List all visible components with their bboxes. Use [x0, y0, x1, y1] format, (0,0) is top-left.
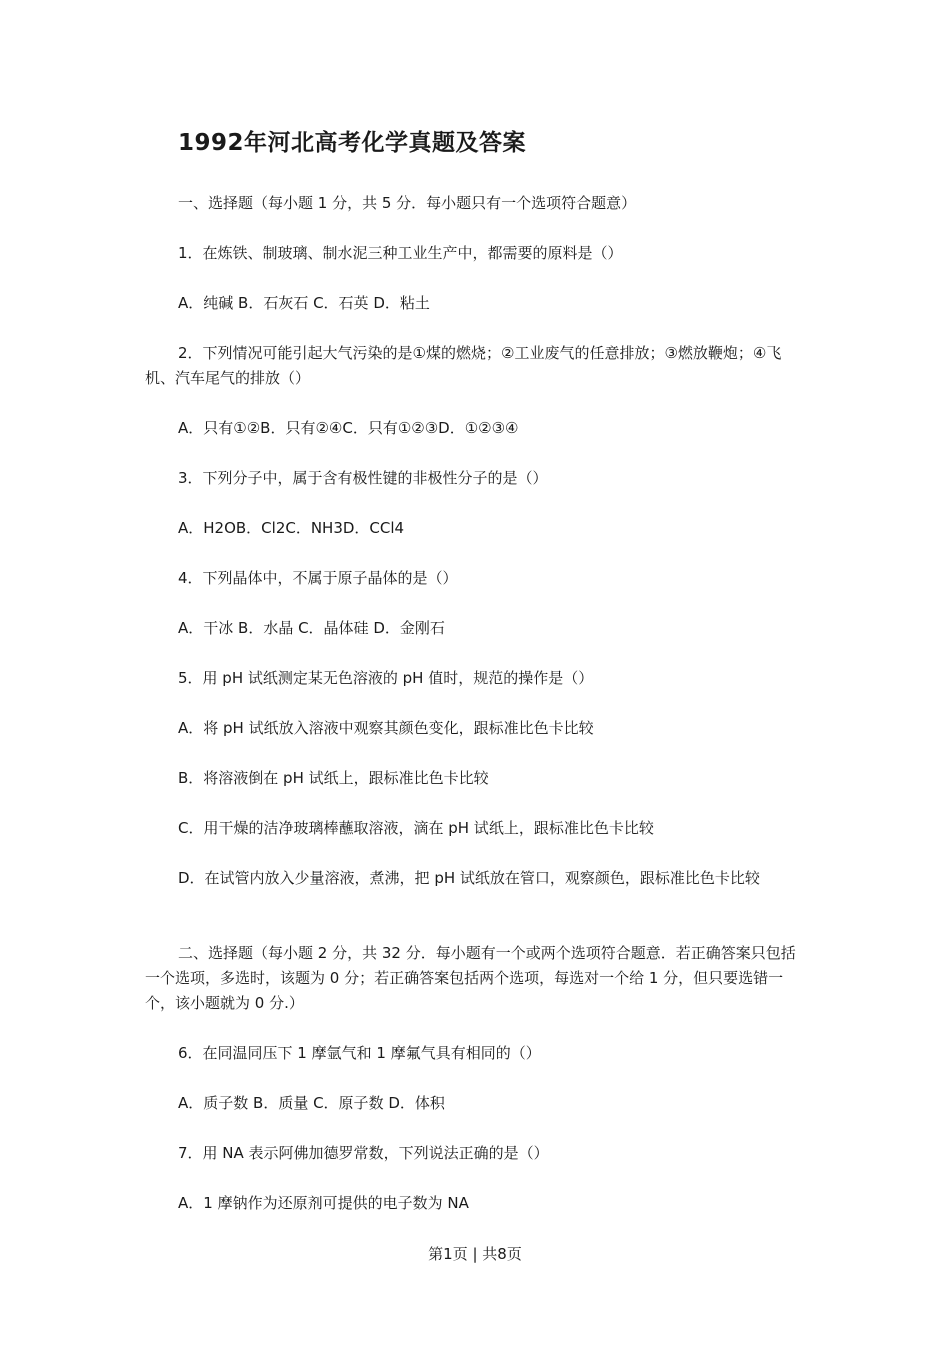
- question-text: 6．在同温同压下 1 摩氩气和 1 摩氟气具有相同的（）: [178, 1044, 541, 1062]
- document-title: 1992年河北高考化学真题及答案: [178, 130, 527, 156]
- question-option: A．将 pH 试纸放入溶液中观察其颜色变化，跟标准比色卡比较: [178, 719, 594, 737]
- question-text: 7．用 NA 表示阿佛加德罗常数，下列说法正确的是（）: [178, 1144, 549, 1162]
- question-options: A．只有①②B．只有②④C．只有①②③D．①②③④: [178, 419, 519, 437]
- question-text: 5．用 pH 试纸测定某无色溶液的 pH 值时，规范的操作是（）: [178, 669, 594, 687]
- question-text: 4．下列晶体中，不属于原子晶体的是（）: [178, 569, 458, 587]
- question-text: 2．下列情况可能引起大气污染的是①煤的燃烧；②工业废气的任意排放；③燃放鞭炮；④飞机、汽车尾气的排放（）: [145, 344, 782, 387]
- page-indicator: 第1页 | 共8页: [428, 1245, 522, 1263]
- question-option: C．用干燥的洁净玻璃棒蘸取溶液，滴在 pH 试纸上，跟标准比色卡比较: [178, 819, 654, 837]
- question-options: A．干冰 B．水晶 C．晶体硅 D．金刚石: [178, 619, 445, 637]
- question-text: 1．在炼铁、制玻璃、制水泥三种工业生产中，都需要的原料是（）: [178, 244, 623, 262]
- section-header: 二、选择题（每小题 2 分，共 32 分．每小题有一个或两个选项符合题意．若正确答案只包括一个选项，多选时，该题为 0 分；若正确答案包括两个选项，每选对一个给 1 分，但只要选错一个，该小题就为 0 分.）: [145, 944, 796, 1012]
- question-options: A．纯碱 B．石灰石 C．石英 D．粘土: [178, 294, 430, 312]
- question-text: 3．下列分子中，属于含有极性键的非极性分子的是（）: [178, 469, 548, 487]
- question-option: A．1 摩钠作为还原剂可提供的电子数为 NA: [178, 1194, 469, 1212]
- question-options: A．质子数 B．质量 C．原子数 D．体积: [178, 1094, 445, 1112]
- question-option: D．在试管内放入少量溶液，煮沸，把 pH 试纸放在管口，观察颜色，跟标准比色卡比较: [178, 869, 760, 887]
- section-header: 一、选择题（每小题 1 分，共 5 分．每小题只有一个选项符合题意）: [178, 194, 637, 212]
- question-option: B．将溶液倒在 pH 试纸上，跟标准比色卡比较: [178, 769, 489, 787]
- question-options: A．H2OB．Cl2C．NH3D．CCl4: [178, 519, 405, 537]
